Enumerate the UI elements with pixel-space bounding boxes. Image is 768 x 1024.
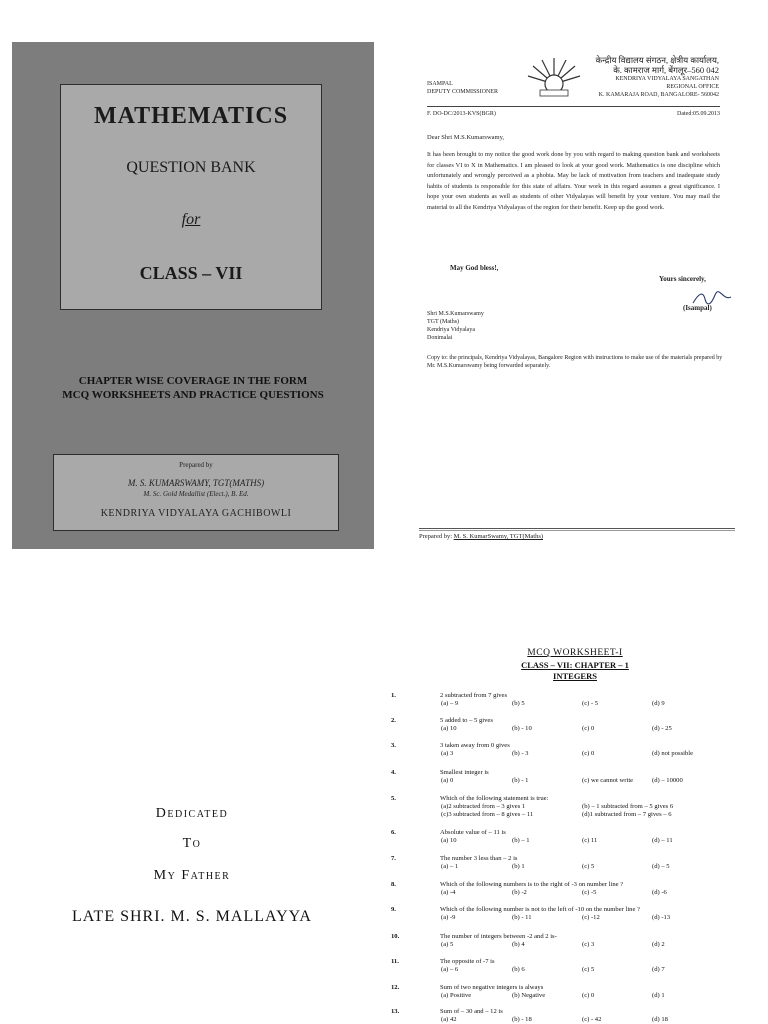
answer-option: (b) Negative [512,992,546,999]
answer-option: (d) 18 [652,1016,668,1023]
recipient-address [427,310,484,342]
answer-option: (c) we cannot write [582,777,634,784]
cover-subtitle: QUESTION BANK [126,159,256,176]
letter-body: It has been brought to my notice the good work done by you with regard to making question bank and worksheets for classes VI to X in Mathematics. I am pleased to look at your good work. Mathematics is one discipline which unfortunately and wrongly perceived as a phobia. May be lack of motivation from teachers and inadequate study habits of students is responsible for this state of affairs. Your work in this regard assumes a great significance. I hope your own students as well as students of other Vidyalayas will benefit by your venture. You may mail the material to all the Kendriya Vidyalayas of the region for their benefit. Keep up the good work. [427,151,720,211]
dedication-line-2: To [182,836,202,851]
answer-option: (a) 5 [441,941,454,948]
salutation: Dear Shri M.S.Kumarswamy, [427,134,505,141]
answer-option: (d) not possible [652,750,694,757]
answer-option: (c)3 subtracted from – 8 gives – 11 [441,811,534,818]
answer-option: (a) -9 [441,914,456,921]
blessing: May God bless!, [450,264,499,272]
answer-option: (a) Positive [441,992,472,999]
recipient-school: Kendriya Vidyalaya [427,327,476,333]
question-stem: 2 subtracted from 7 gives [440,692,508,699]
question-stem: Sum of – 30 and – 12 is [440,1008,503,1015]
answer-option: (c) 0 [582,750,595,757]
question-number: 13. [391,1008,400,1015]
answer-option: (c) 5 [582,966,595,973]
answer-option: (a)2 subtracted from – 3 gives 1 [441,803,526,810]
cover-prepared-box [53,454,339,531]
author-name: M. S. KUMARSWAMY, TGT(MATHS) [127,478,265,488]
prepared-by-name: M. S. KumarSwamy, TGT(Maths) [453,533,544,540]
answer-option: (a) 3 [441,750,454,757]
question-number: 1. [391,692,396,699]
question-stem: The number of integers between -2 and 2 is- [440,933,557,940]
reference-number: F. DO-DC/2013-KVS(BGR) [427,111,496,117]
question-stem: 5 added to – 5 gives [440,717,493,724]
answer-option: (d) – 10000 [652,777,683,784]
letterhead-left [427,80,498,96]
appreciation-letter [395,42,755,549]
coverage-line-1: CHAPTER WISE COVERAGE IN THE FORM [78,375,308,387]
prepared-label: Prepared by [179,461,213,469]
answer-option: (a) – 1 [441,863,459,870]
mcq-worksheet [391,640,755,1024]
answer-option: (a) -4 [441,889,456,896]
answer-option: (c) 11 [582,837,598,844]
question-stem: Which of the following number is not to the left of -10 on the number line ? [440,906,640,913]
answer-option: (b) -2 [512,889,527,896]
answer-option: (d) 7 [652,966,665,973]
question-number: 2. [391,717,396,724]
question-number: 12. [391,984,400,991]
question-stem: Which of the following numbers is to the right of -3 on number line ? [440,881,624,888]
footer-divider-2 [419,530,735,531]
answer-option: (b) - 3 [512,750,529,757]
answer-option: (b) 1 [512,863,525,870]
answer-option: (a) 42 [441,1016,457,1023]
answer-option: (c) 3 [582,941,595,948]
answer-option: (b) - 10 [512,725,532,732]
answer-option: (d) – 11 [652,837,673,844]
worksheet-title: MCQ WORKSHEET-I [527,648,623,658]
question-stem: The number 3 less than – 2 is [440,855,518,862]
answer-option: (c) 5 [582,863,595,870]
cover-class: CLASS – VII [139,263,243,283]
answer-option: (d) -13 [652,914,671,921]
hindi-line-2: के. कामराज मार्ग, बेंगलूर–560 042 [613,65,719,75]
org-name: KENDRIYA VIDYALAYA SANGATHAN [615,76,719,82]
question-stem: Which of the following statement is true: [440,795,549,802]
answer-option: (a) 10 [441,837,457,844]
question-stem: Smallest integer is [440,769,489,776]
question-number: 10. [391,933,400,940]
worksheet-topic: INTEGERS [553,671,597,681]
question-number: 8. [391,881,396,888]
kvs-logo-icon [526,54,582,98]
sender-name: ISAMPAL [427,81,453,87]
answer-option: (b) - 11 [512,914,532,921]
cover-title-box [60,84,322,310]
cover-coverage [12,374,374,402]
cover-title: MATHEMATICS [93,103,289,129]
coverage-line-2: MCQ WORKSHEETS AND PRACTICE QUESTIONS [62,389,324,401]
answer-option: (c) -5 [582,889,597,896]
answer-option: (c) 0 [582,725,595,732]
question-number: 7. [391,855,396,862]
cover-page [12,42,374,549]
answer-option: (d) 9 [652,700,665,707]
answer-option: (c) - 5 [582,700,599,707]
answer-option: (d)1 subtracted from – 7 gives – 6 [582,811,672,818]
answer-option: (c) -12 [582,914,600,921]
office-address: K. KAMARAJA ROAD, BANGALORE- 560042 [598,92,719,98]
answer-option: (c) - 42 [582,1016,602,1023]
question-stem: The opposite of -7 is [440,958,495,965]
answer-option: (b) - 1 [512,777,529,784]
cover-for: for [181,211,201,228]
question-number: 4. [391,769,396,776]
copy-to: Copy to: the principals, Kendriya Vidyalayas, Bangalore Region with instructions to make use of the materials prepared by Mr. M.S.Kumarswamy being forwarded separately. [427,355,723,369]
question-stem: Absolute value of – 11 is [440,829,506,836]
answer-option: (b) – 1 [512,837,530,844]
answer-option: (a) – 9 [441,700,459,707]
sender-title: DEPUTY COMMISSIONER [427,89,498,95]
answer-option: (d) - 25 [652,725,672,732]
question-number: 9. [391,906,396,913]
answer-option: (a) 10 [441,725,457,732]
question-stem: Sum of two negative integers is always [440,984,544,991]
answer-option: (b) 6 [512,966,525,973]
question-number: 3. [391,742,396,749]
answer-option: (b) - 18 [512,1016,532,1023]
question-stem: 3 taken away from 0 gives [440,742,510,749]
hindi-line-1: केन्द्रीय विद्यालय संगठन, क्षेत्रीय कार्यालय, [595,55,719,65]
answer-option: (d) -6 [652,889,667,896]
question-number: 5. [391,795,396,802]
recipient-name: Shri M.S.Kumarswamy [427,311,484,317]
answer-option: (d) 1 [652,992,665,999]
office-name: REGIONAL OFFICE [666,84,719,90]
answer-option: (c) 0 [582,992,595,999]
answer-option: (a) 0 [441,777,454,784]
prepared-by-footer [419,533,543,540]
answer-option: (b) 4 [512,941,525,948]
dedication-line-1: Dedicated [155,806,229,821]
worksheet-class-chapter: CLASS – VII: CHAPTER – 1 [521,660,629,670]
author-qualification: M. Sc. Gold Medallist (Elect.), B. Ed. [143,490,249,498]
question-number: 11. [391,958,399,965]
answer-option: (a) – 6 [441,966,459,973]
answer-option: (b) – 1 subtracted from – 5 gives 6 [582,803,674,810]
question-number: 6. [391,829,396,836]
closing: Yours sincerely, [659,275,706,283]
answer-option: (d) – 5 [652,863,670,870]
letterhead-divider [427,106,720,107]
answer-option: (b) 5 [512,700,525,707]
recipient-designation: TGT (Maths) [427,319,460,325]
dedication-name: LATE SHRI. M. S. MALLAYYA [72,908,312,925]
answer-option: (d) 2 [652,941,665,948]
letter-date: Dated:05.09.2013 [677,111,720,117]
school-name: KENDRIYA VIDYALAYA GACHIBOWLI [100,508,292,519]
footer-divider [419,528,735,529]
prepared-by-label: Prepared by: [419,533,454,540]
recipient-place: Donimalai [427,335,453,341]
signatory-name: (Isampal) [683,304,712,312]
dedication-line-3: My Father [153,868,231,883]
letterhead-right [589,55,719,99]
